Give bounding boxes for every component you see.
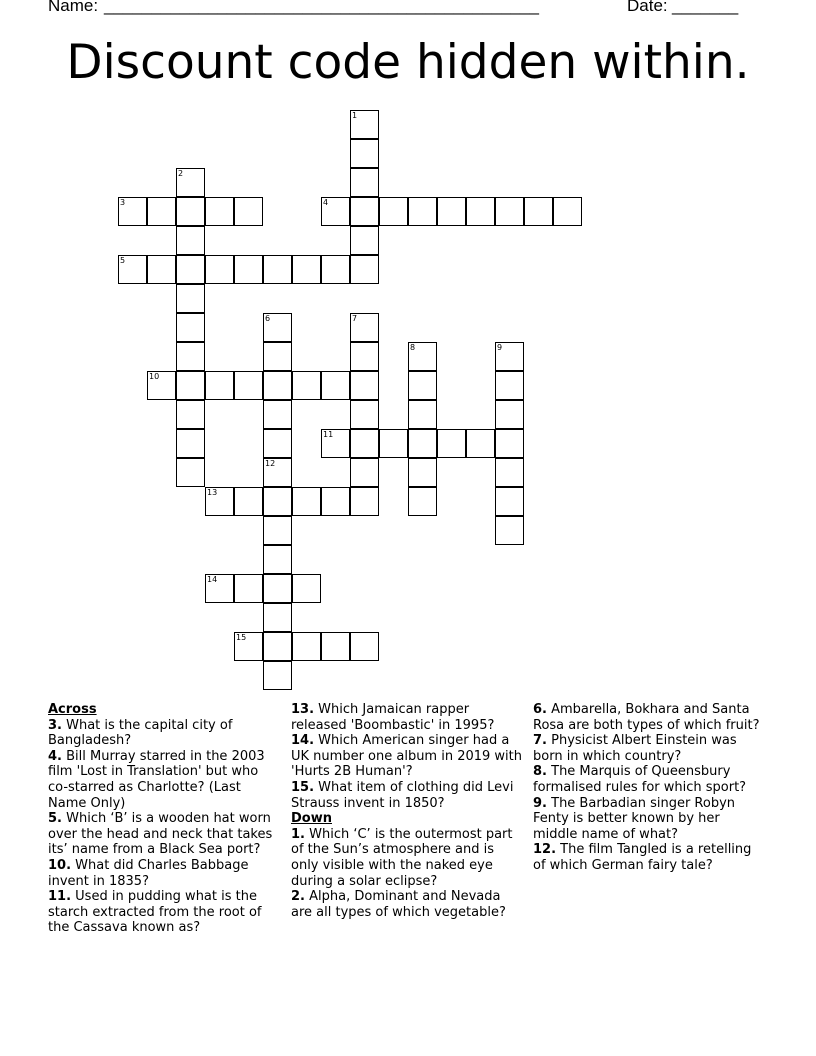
grid-cell[interactable] [292,574,321,603]
grid-cell[interactable] [350,458,379,487]
grid-cell[interactable] [350,371,379,400]
grid-cell[interactable] [147,197,176,226]
clue-number: 12. [533,842,557,858]
grid-cell[interactable] [379,197,408,226]
cell-number: 1 [352,111,358,120]
down-heading: Down [291,811,332,827]
grid-cell[interactable] [234,371,263,400]
grid-cell[interactable] [350,632,379,661]
clue-number: 13. [291,702,315,717]
clue-text: Which Jamaican rapper released 'Boombastic' in 1995? [291,702,495,733]
grid-cell[interactable] [205,574,234,603]
cell-number: 5 [120,256,126,265]
grid-cell[interactable] [176,226,205,255]
cell-number: 14 [207,575,218,584]
grid-cell[interactable] [321,371,350,400]
grid-cell[interactable] [408,197,437,226]
grid-cell[interactable] [350,168,379,197]
clue-number: 2. [291,889,305,905]
grid-cell[interactable] [292,632,321,661]
clue-number: 3. [48,717,62,733]
clue-text: The film Tangled is a retelling of which German fairy tale? [533,842,752,873]
grid-cell[interactable] [466,197,495,226]
grid-cell[interactable] [176,400,205,429]
clue-down-12 [533,842,765,873]
clue-number: 5. [48,811,62,827]
puzzle-title: Discount code hidden within. [66,35,750,90]
clue-text: Alpha, Dominant and Nevada are all types of which vegetable? [291,889,506,920]
clue-number: 7. [533,733,547,749]
grid-cell[interactable] [350,255,379,284]
clue-across-11 [48,889,280,936]
grid-cell[interactable] [321,429,350,458]
grid-cell[interactable] [408,371,437,400]
clues-column-1 [48,702,280,936]
cell-number: 7 [352,314,358,323]
cell-number: 10 [149,372,160,381]
cell-number: 11 [323,430,334,439]
grid-cell[interactable] [263,516,292,545]
grid-cell[interactable] [408,400,437,429]
clue-down-8 [533,764,765,795]
grid-cell[interactable] [234,197,263,226]
grid-cell[interactable] [292,487,321,516]
grid-cell[interactable] [350,110,379,139]
grid-cell[interactable] [263,574,292,603]
grid-cell[interactable] [350,197,379,226]
grid-cell[interactable] [234,255,263,284]
cell-number: 13 [207,488,218,497]
clue-number: 15. [291,779,315,795]
grid-cell[interactable] [408,458,437,487]
clue-text: Used in pudding what is the starch extracted from the root of the Cassava known as? [48,889,262,936]
name-line[interactable]: ______________________________________________ [104,0,539,15]
clue-text: Physicist Albert Einstein was born in which country? [533,733,737,764]
clue-text: Which American singer had a UK number one album in 2019 with 'Hurts 2B Human'? [291,733,523,780]
clue-across-13 [291,702,523,733]
grid-cell[interactable] [176,197,205,226]
clue-text: What item of clothing did Levi Strauss invent in 1850? [291,779,514,811]
clue-across-14 [291,733,523,780]
clue-across-15 [291,780,523,811]
grid-cell[interactable] [350,400,379,429]
grid-cell[interactable] [321,487,350,516]
grid-cell[interactable] [263,429,292,458]
grid-cell[interactable] [205,371,234,400]
grid-cell[interactable] [408,342,437,371]
grid-cell[interactable] [292,371,321,400]
clue-number: 9. [533,795,547,811]
grid-cell[interactable] [118,197,147,226]
grid-cell[interactable] [263,371,292,400]
clue-number: 1. [291,826,305,842]
grid-cell[interactable] [263,400,292,429]
grid-cell[interactable] [437,429,466,458]
clue-across-10 [48,858,280,889]
grid-cell[interactable] [321,632,350,661]
cell-number: 2 [178,169,184,178]
grid-cell[interactable] [495,371,524,400]
clue-text: The Barbadian singer Robyn Fenty is better known by her middle name of what? [533,795,736,842]
clue-across-4 [48,749,280,811]
grid-cell[interactable] [234,632,263,661]
grid-cell[interactable] [205,487,234,516]
grid-cell[interactable] [437,197,466,226]
grid-cell[interactable] [176,255,205,284]
clue-text: Which ‘B’ is a wooden hat worn over the head and neck that takes its’ name from a Black Sea port? [48,811,273,858]
grid-cell[interactable] [176,429,205,458]
grid-cell[interactable] [350,139,379,168]
grid-cell[interactable] [495,429,524,458]
grid-cell[interactable] [495,516,524,545]
clue-number: 6. [533,702,547,717]
clue-down-2 [291,889,523,920]
grid-cell[interactable] [205,255,234,284]
grid-cell[interactable] [495,458,524,487]
clue-down-6 [533,702,765,733]
grid-cell[interactable] [176,168,205,197]
clues-column-3 [533,702,765,874]
grid-cell[interactable] [350,313,379,342]
grid-cell[interactable] [176,458,205,487]
clue-text: Ambarella, Bokhara and Santa Rosa are both types of which fruit? [533,702,760,733]
grid-cell[interactable] [495,197,524,226]
grid-cell[interactable] [234,487,263,516]
grid-cell[interactable] [263,632,292,661]
grid-cell[interactable] [147,371,176,400]
cell-number: 3 [120,198,126,207]
grid-cell[interactable] [234,574,263,603]
clue-down-1 [291,827,523,889]
grid-cell[interactable] [263,342,292,371]
clue-down-7 [533,733,765,764]
grid-cell[interactable] [408,429,437,458]
grid-cell[interactable] [176,313,205,342]
grid-cell[interactable] [176,371,205,400]
grid-cell[interactable] [553,197,582,226]
clue-text: The Marquis of Queensbury formalised rules for which sport? [533,764,747,795]
clue-across-3 [48,718,280,749]
grid-cell[interactable] [263,487,292,516]
clue-text: Bill Murray starred in the 2003 film 'Lost in Translation' but who co-starred as Charlotte? (Last Name Only) [48,748,265,811]
grid-cell[interactable] [350,487,379,516]
clue-down-9 [533,796,765,843]
grid-cell[interactable] [118,255,147,284]
grid-cell[interactable] [495,342,524,371]
grid-cell[interactable] [176,342,205,371]
name-label: Name: [48,0,99,15]
grid-cell[interactable] [466,429,495,458]
cell-number: 4 [323,198,329,207]
cell-number: 12 [265,459,276,468]
grid-cell[interactable] [292,255,321,284]
clue-number: 14. [291,733,315,749]
cell-number: 8 [410,343,416,352]
grid-cell[interactable] [350,342,379,371]
grid-cell[interactable] [379,429,408,458]
clue-across-5 [48,811,280,858]
date-line[interactable]: _______ [672,0,739,15]
grid-cell[interactable] [176,284,205,313]
clue-number: 11. [48,889,72,905]
grid-cell[interactable] [205,197,234,226]
grid-cell[interactable] [408,487,437,516]
grid-cell[interactable] [524,197,553,226]
grid-cell[interactable] [263,458,292,487]
grid-cell[interactable] [147,255,176,284]
grid-cell[interactable] [350,429,379,458]
cell-number: 6 [265,314,271,323]
grid-cell[interactable] [350,226,379,255]
grid-cell[interactable] [495,400,524,429]
across-heading: Across [48,702,97,717]
clue-text: Which ‘C’ is the outermost part of the Sun’s atmosphere and is only visible with the naked eye during a solar eclipse? [291,826,513,889]
grid-cell[interactable] [321,197,350,226]
grid-cell[interactable] [263,545,292,574]
clue-number: 4. [48,748,62,764]
clues-column-2 [291,702,523,920]
cell-number: 15 [236,633,247,642]
grid-cell[interactable] [263,313,292,342]
clue-text: What did Charles Babbage invent in 1835? [48,857,249,889]
date-label: Date: [627,0,668,15]
grid-cell[interactable] [495,487,524,516]
clue-text: What is the capital city of Bangladesh? [48,717,233,749]
clue-number: 10. [48,857,72,873]
cell-number: 9 [497,343,503,352]
grid-cell[interactable] [263,255,292,284]
grid-cell[interactable] [263,603,292,632]
grid-cell[interactable] [263,661,292,690]
grid-cell[interactable] [321,255,350,284]
clue-number: 8. [533,764,547,780]
